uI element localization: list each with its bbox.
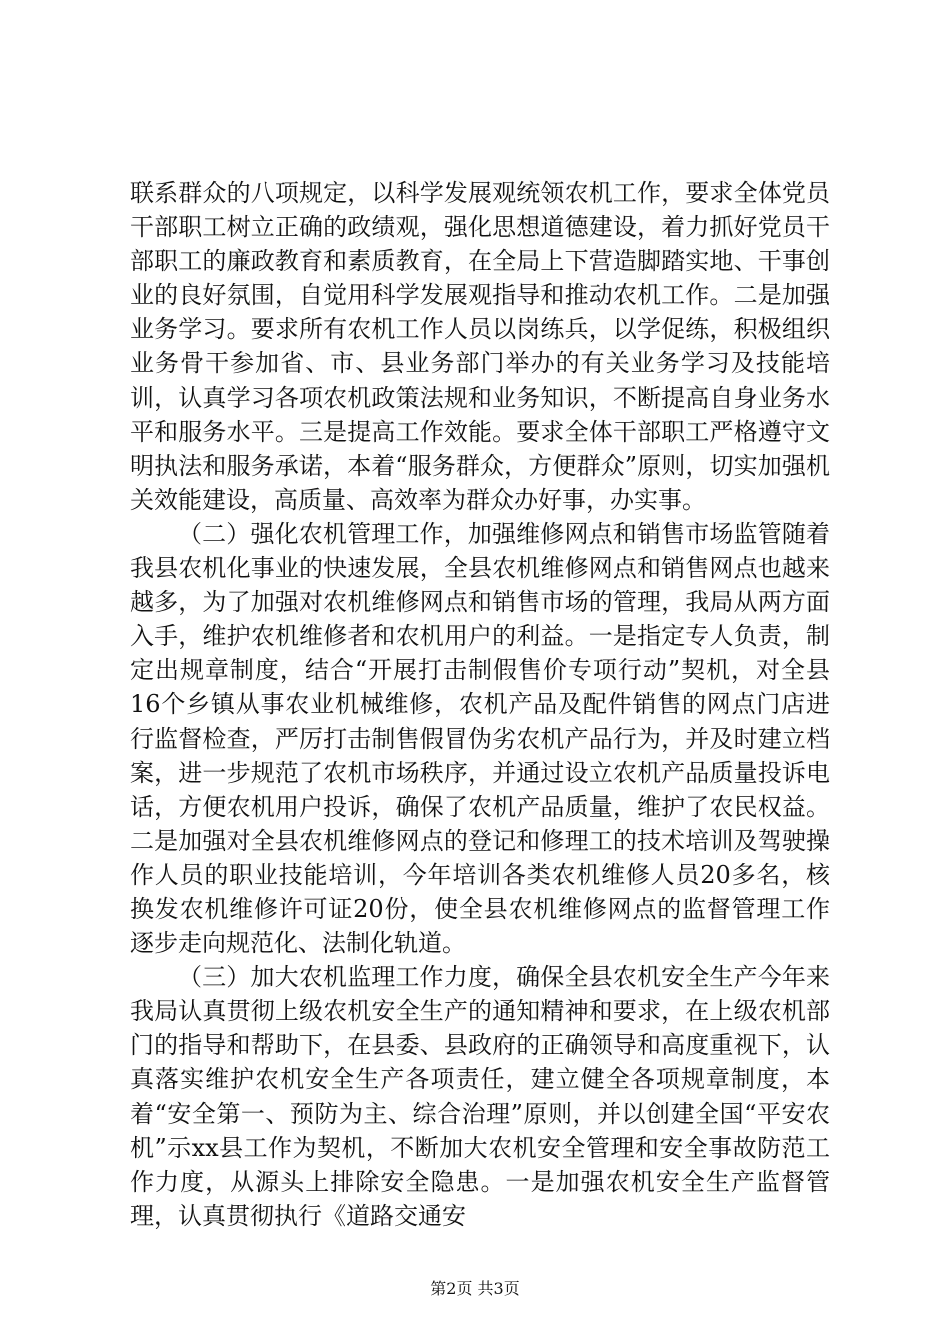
paragraph-2: （二）强化农机管理工作，加强维修网点和销售市场监管随着我县农机化事业的快速发展，全县农机维修网点和销售网点也越来越多，为了加强对农机维修网点和销售市场的管理，我局从两方面入手，维护农机维修者和农机用户的利益。一是指定专人负责，制定出规章制度，结合“开展打击制假售价专项行动”契机，对全县16个乡镇从事农业机械维修，农机产品及配件销售的网点门店进行监督检查，严厉打击制售假冒伪劣农机产品行为，并及时建立档案，进一步规范了农机市场秩序，并通过设立农机产品质量投诉电话，方便农机用户投诉，确保了农机产品质量，维护了农民权益。二是加强对全县农机维修网点的登记和修理工的技术培训及驾驶操作人员的职业技能培训，今年培训各类农机维修人员20多名，核换发农机维修许可证20份，使全县农机维修网点的监督管理工作逐步走向规范化、法制化轨道。: [130, 519, 830, 958]
document-body: [130, 176, 830, 1233]
paragraph-1: 联系群众的八项规定，以科学发展观统领农机工作，要求全体党员干部职工树立正确的政绩观，强化思想道德建设，着力抓好党员干部职工的廉政教育和素质教育，在全局上下营造脚踏实地、干事创业的良好氛围，自觉用科学发展观指导和推动农机工作。二是加强业务学习。要求所有农机工作人员以岗练兵，以学促练，积极组织业务骨干参加省、市、县业务部门举办的有关业务学习及技能培训，认真学习各项农机政策法规和业务知识，不断提高自身业务水平和服务水平。三是提高工作效能。要求全体干部职工严格遵守文明执法和服务承诺，本着“服务群众，方便群众”原则，切实加强机关效能建设，高质量、高效率为群众办好事，办实事。: [130, 179, 830, 514]
page-footer: 第2页 共3页: [430, 1279, 520, 1298]
paragraph-3: （三）加大农机监理工作力度，确保全县农机安全生产今年来我局认真贯彻上级农机安全生产的通知精神和要求，在上级农机部门的指导和帮助下，在县委、县政府的正确领导和高度重视下，认真落实维护农机安全生产各项责任，建立健全各项规章制度，本着“安全第一、预防为主、综合治理”原则，并以创建全国“平安农机”示xx县工作为契机，不断加大农机安全管理和安全事故防范工作力度，从源头上排除安全隐患。一是加强农机安全生产监督管理，认真贯彻执行《道路交通安: [130, 963, 830, 1230]
